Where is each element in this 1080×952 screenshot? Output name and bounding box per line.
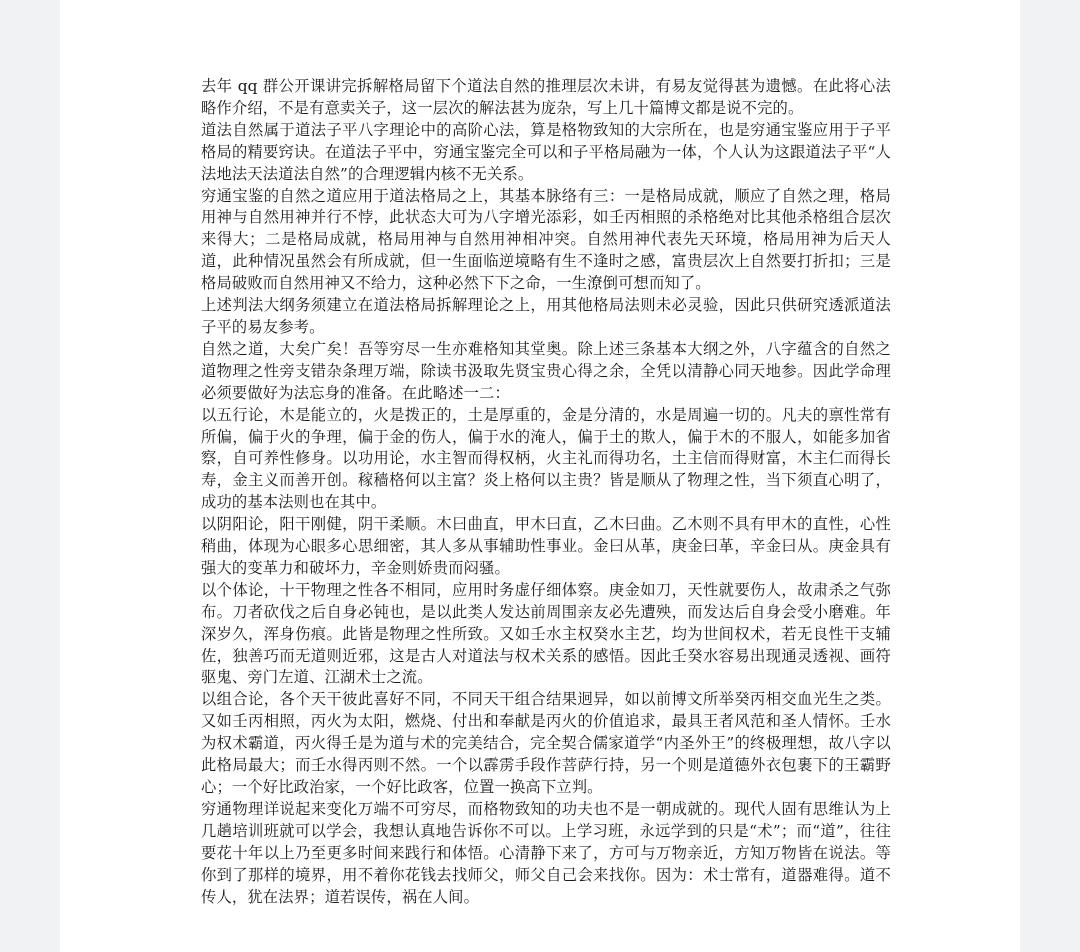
document-page — [60, 0, 1020, 952]
paragraph-4: 上述判法大纲务须建立在道法格局拆解理论之上，用其他格局法则未必灵验，因此只供研究透派道法子平的易友参考。 — [201, 296, 891, 336]
paragraph-8: 以个体论，十干物理之性各不相同，应用时务虚仔细体察。庚金如刀，天性就要伤人，故肃杀之气弥布。刀者砍伐之后自身必钝也，是以此类人发达前周围亲友必先遭殃，而发达后自身会受小磨难。年深岁久，浑身伤痕。此皆是物理之性所致。又如壬水主权癸水主艺，均为世间权术，若无良性干支辅佐，独善巧而无道则近邪，这是古人对道法与权术关系的感悟。因此壬癸水容易出现通灵透视、画符驱鬼、旁门左道、江湖术士之流。 — [201, 580, 891, 687]
paragraph-6: 以五行论，木是能立的，火是拨正的，土是厚重的，金是分清的，水是周遍一切的。凡夫的禀性常有所偏，偏于火的争理，偏于金的伤人，偏于水的淹人，偏于土的欺人，偏于木的不服人，如能多加省察，自可养性修身。以功用论，水主智而得权柄，火主礼而得功名，土主信而得财富，木主仁而得长寿，金主义而善开创。稼穑格何以主富？炎上格何以主贵？皆是顺从了物理之性，当下须直心明了，成功的基本法则也在其中。 — [201, 405, 891, 512]
paragraph-9: 以组合论，各个天干彼此喜好不同，不同天干组合结果迥异，如以前博文所举癸丙相交血光生之类。又如壬丙相照，丙火为太阳，燃烧、付出和奉献是丙火的价值追求，最具王者风范和圣人情怀。壬水为权术霸道，丙火得壬是为道与术的完美结合，完全契合儒家道学“内圣外王”的终极理想，故八字以此格局最大；而壬水得丙则不然。一个以霹雳手段作菩萨行持，另一个则是道德外衣包裹下的王霸野心；一个好比政治家，一个好比政客，位置一换高下立判。 — [201, 690, 891, 796]
paragraph-3: 穷通宝鉴的自然之道应用于道法格局之上，其基本脉络有三：一是格局成就，顺应了自然之理，格局用神与自然用神并行不悖，此状态大可为八字增光添彩，如壬丙相照的杀格绝对比其他杀格组合层次来得大；二是格局成就，格局用神与自然用神相冲突。自然用神代表先天环境，格局用神为后天人道，此种情况虽然会有所成就，但一生面临逆境略有生不逢时之感，富贵层次上自然要打折扣；三是格局破败而自然用神又不给力，这种必然下下之命，一生潦倒可想而知了。 — [201, 186, 891, 293]
paragraph-1: 去年 qq 群公开课讲完拆解格局留下个道法自然的推理层次未讲，有易友觉得甚为遗憾。在此将心法略作介绍，不是有意卖关子，这一层次的解法甚为庞杂，写上几十篇博文都是说不完的。 — [201, 77, 891, 117]
article-body — [201, 76, 891, 908]
paragraph-2: 道法自然属于道法子平八字理论中的高阶心法，算是格物致知的大宗所在，也是穷通宝鉴应用于子平格局的精要窍诀。在道法子平中，穷通宝鉴完全可以和子平格局融为一体，个人认为这跟道法子平“人法地法天法道法自然”的合理逻辑内核不无关系。 — [201, 120, 891, 183]
paragraph-10: 穷通物理详说起来变化万端不可穷尽，而格物致知的功夫也不是一朝成就的。现代人固有思维认为上几趟培训班就可以学会，我想认真地告诉你不可以。上学习班，永远学到的只是“术”；而“道”，往往要花十年以上乃至更多时间来践行和体悟。心清静下来了，方可与万物亲近，方知万物皆在说法。等你到了那样的境界，用不着你花钱去找师父，师父自己会来找你。因为：术士常有，道器难得。道不传人，犹在法界；道若误传，祸在人间。 — [201, 799, 891, 906]
paragraph-5: 自然之道，大矣广矣！吾等穷尽一生亦难格知其堂奥。除上述三条基本大纲之外，八字蕴含的自然之道物理之性旁支错杂条理万端，除读书汲取先贤宝贵心得之余，全凭以清静心同天地参。因此学命理必须要做好为法忘身的准备。在此略述一二： — [201, 339, 891, 402]
paragraph-7: 以阴阳论，阳干刚健，阴干柔顺。木曰曲直，甲木曰直，乙木曰曲。乙木则不具有甲木的直性，心性稍曲，体现为心眼多心思细密，其人多从事辅助性事业。金曰从革，庚金曰革，辛金曰从。庚金具有强大的变革力和破坏力，辛金则娇贵而闷骚。 — [201, 515, 891, 577]
